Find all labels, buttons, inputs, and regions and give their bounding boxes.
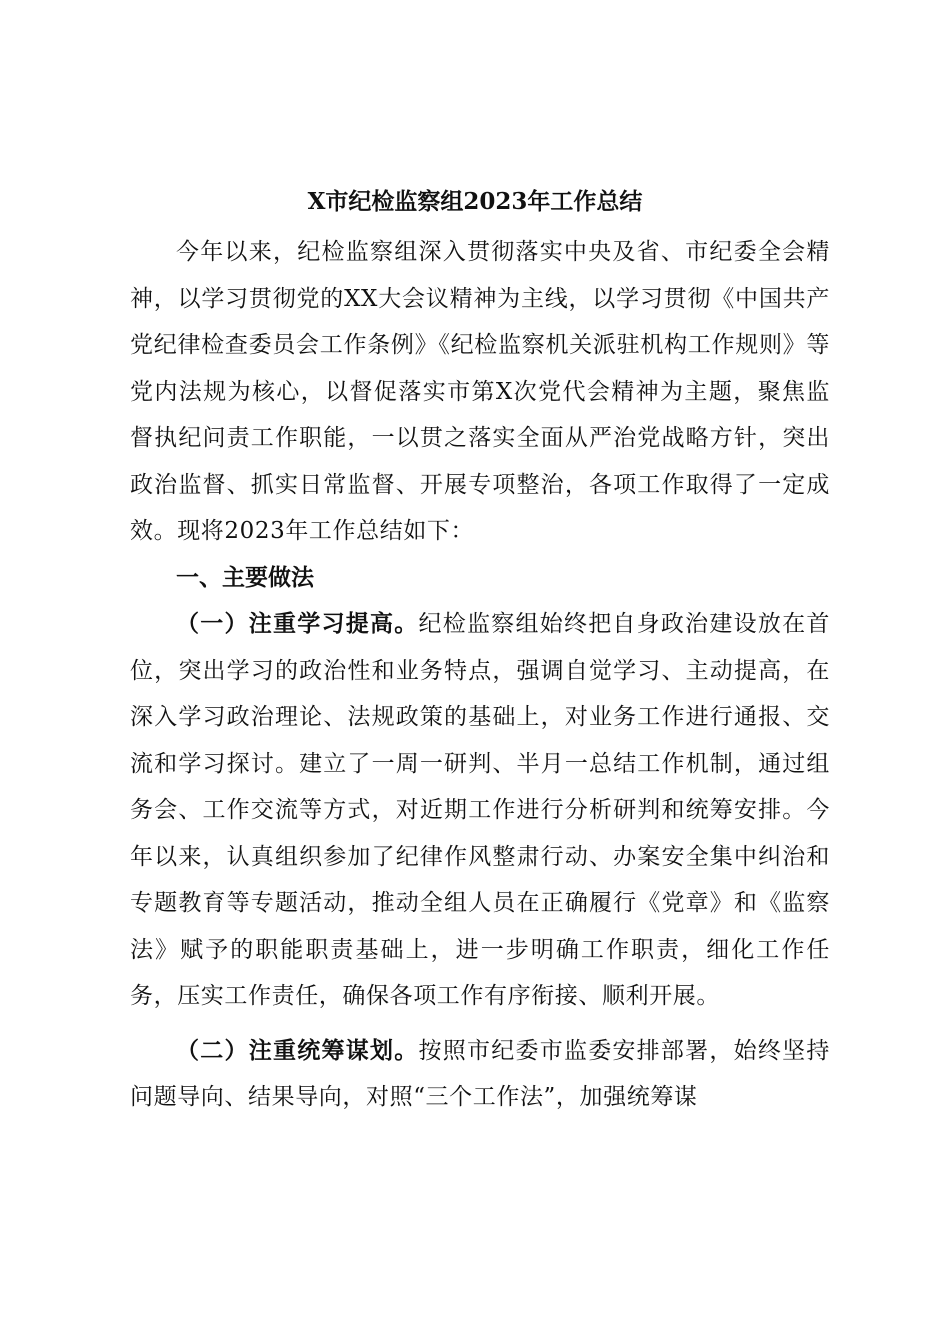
section-heading-main-practices: 一、主要做法 (176, 563, 314, 591)
intro-paragraph: 今年以来，纪检监察组深入贯彻落实中央及省、市纪委全会精神，以学习贯彻党的XX大会议精神为主线，以学习贯彻《中国共产党纪律检查委员会工作条例》《纪检监察机关派驻机构工作规则》等党内法规为核心，以督促落实市第X次党代会精神为主题，聚焦监督执纪问责工作职能，一以贯之落实全面从严治党战略方针，突出政治监督、抓实日常监督、开展专项整治，各项工作取得了一定成效。现将2023年工作总结如下： (130, 239, 830, 544)
item-1-lead: （一）注重学习提高。 (176, 610, 419, 637)
item-2-lead: （二）注重统筹谋划。 (176, 1036, 419, 1064)
item-2-paragraph (130, 1028, 830, 1121)
document-title: X市纪检监察组2023年工作总结 (307, 188, 643, 215)
item-1-paragraph (130, 601, 830, 1020)
paragraph-spacer (130, 1020, 830, 1028)
item-1-text: 纪检监察组始终把自身政治建设放在首位，突出学习的政治性和业务特点，强调自觉学习、主动提高，在深入学习政治理论、法规政策的基础上，对业务工作进行通报、交流和学习探讨。建立了一周一研判、半月一总结工作机制，通过组务会、工作交流等方式，对近期工作进行分析研判和统筹安排。今年以来，认真组织参加了纪律作风整肃行动、办案安全集中纠治和专题教育等专题活动，推动全组人员在正确履行《党章》和《监察法》赋予的职能职责基础上，进一步明确工作职责，细化工作任务，压实工作责任，确保各项工作有序衔接、顺利开展。 (130, 611, 831, 1009)
item-2-text: 按照市纪委市监委安排部署，始终坚持问题导向、结果导向，对照“三个工作法”，加强统筹谋 (130, 1037, 831, 1110)
document-body (130, 229, 830, 1121)
